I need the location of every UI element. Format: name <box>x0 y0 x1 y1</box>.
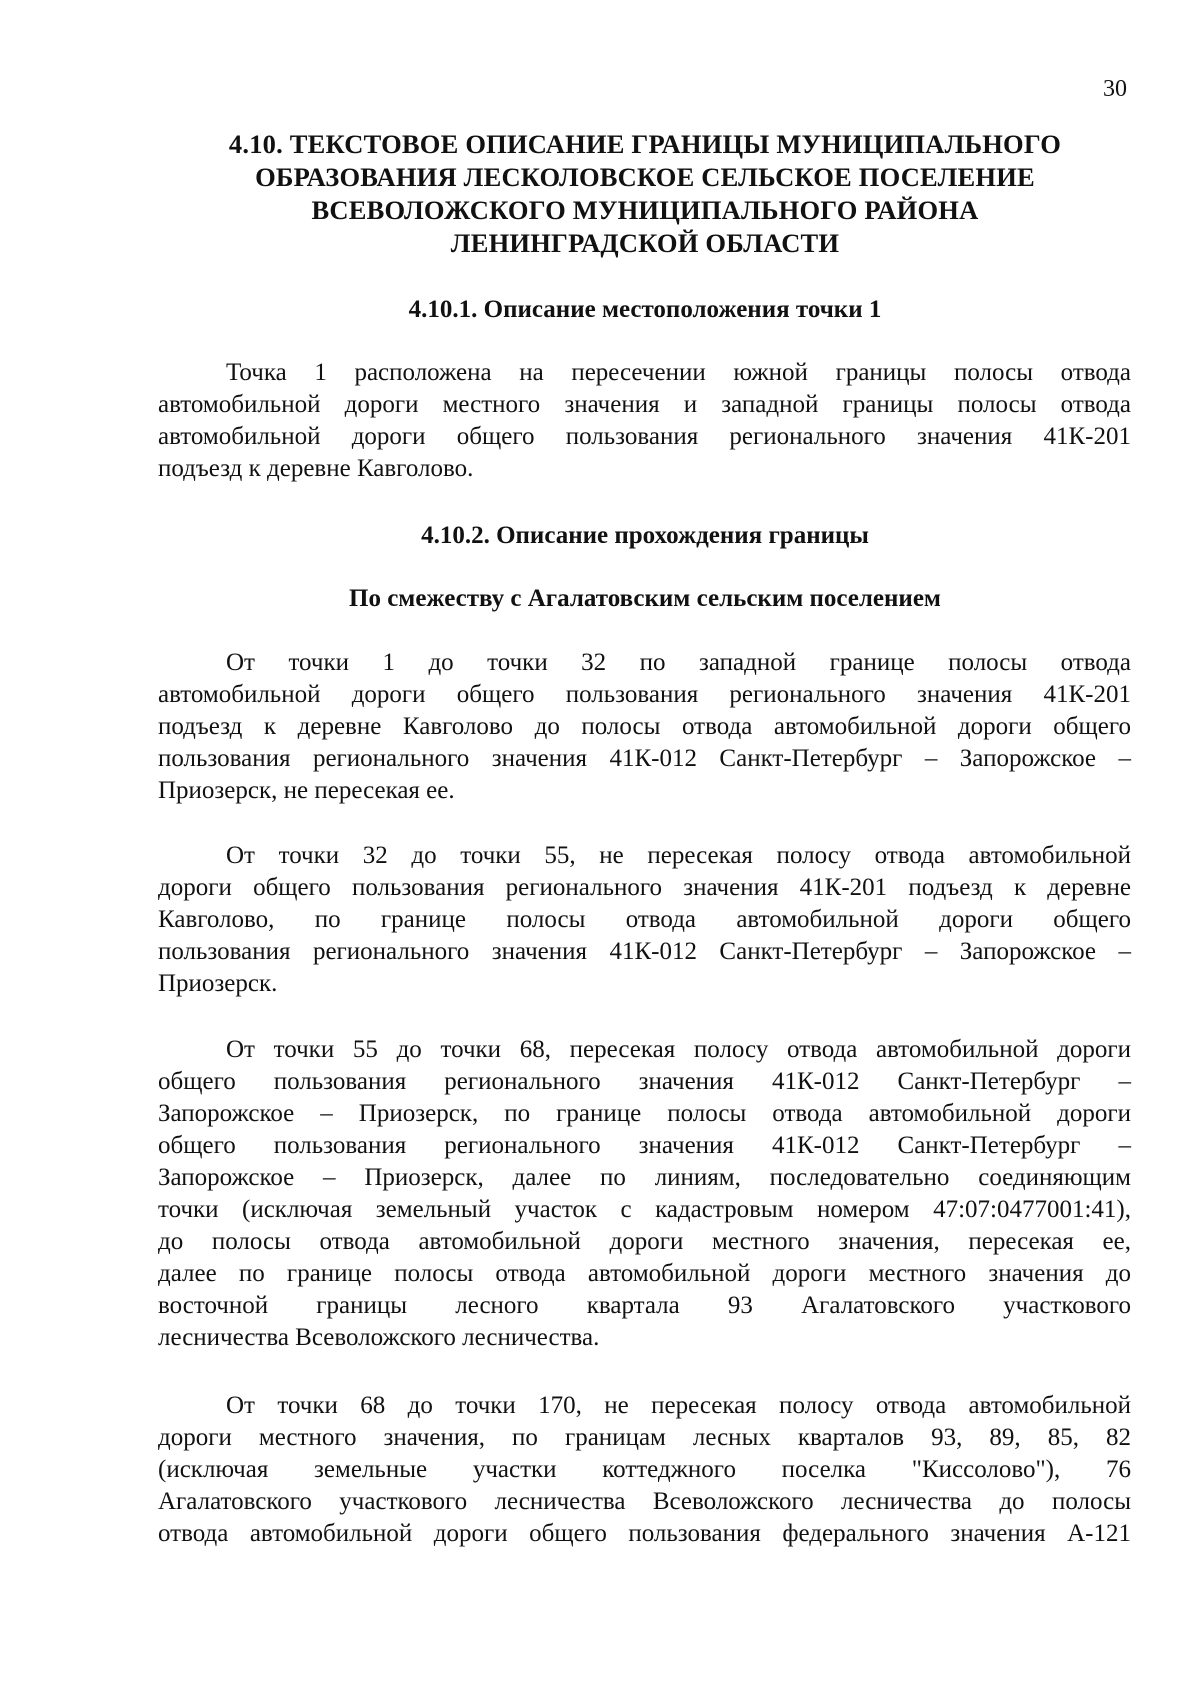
paragraph-line: автомобильной дороги общего пользования регионального значения 41К-201 <box>158 423 1131 450</box>
section-heading-boundary: 4.10.2. Описание прохождения границы <box>421 522 869 549</box>
paragraph-line: пользования регионального значения 41К-012 Санкт-Петербург – Запорожское – <box>158 745 1131 772</box>
paragraph-line: дороги общего пользования регионального значения 41К-201 подъезд к деревне <box>158 874 1131 901</box>
title-line: ВСЕВОЛОЖСКОГО МУНИЦИПАЛЬНОГО РАЙОНА <box>311 195 979 225</box>
paragraph-line: Кавголово, по границе полосы отвода автомобильной дороги общего <box>158 906 1131 933</box>
paragraph-line: общего пользования регионального значения 41К-012 Санкт-Петербург – <box>158 1068 1131 1095</box>
paragraph-line: Приозерск, не пересекая ее. <box>158 777 455 804</box>
paragraph-line: отвода автомобильной дороги общего пользования федерального значения А-121 <box>158 1520 1131 1547</box>
page-number: 30 <box>1103 76 1127 102</box>
paragraph-line: до полосы отвода автомобильной дороги местного значения, пересекая ее, <box>158 1228 1131 1255</box>
document-title <box>150 128 1140 260</box>
paragraph-points-1-32 <box>158 647 1131 807</box>
paragraph-points-32-55 <box>158 840 1131 1000</box>
paragraph-line: точки (исключая земельный участок с кадастровым номером 47:07:0477001:41), <box>158 1196 1131 1223</box>
paragraph-line: автомобильной дороги общего пользования регионального значения 41К-201 <box>158 681 1131 708</box>
paragraph-points-55-68 <box>158 1034 1131 1354</box>
paragraph-line: далее по границе полосы отвода автомобильной дороги местного значения до <box>158 1260 1131 1287</box>
paragraph-line: общего пользования регионального значения 41К-012 Санкт-Петербург – <box>158 1132 1131 1159</box>
paragraph-line: Агалатовского участкового лесничества Всеволожского лесничества до полосы <box>158 1488 1131 1515</box>
paragraph-line: Запорожское – Приозерск, далее по линиям, последовательно соединяющим <box>158 1164 1131 1191</box>
paragraph-line: дороги местного значения, по границам лесных кварталов 93, 89, 85, 82 <box>158 1424 1131 1451</box>
paragraph-line: От точки 32 до точки 55, не пересекая полосу отвода автомобильной <box>226 842 1131 869</box>
title-line: ЛЕНИНГРАДСКОЙ ОБЛАСТИ <box>450 228 840 258</box>
title-line: 4.10. ТЕКСТОВОЕ ОПИСАНИЕ ГРАНИЦЫ МУНИЦИПАЛЬНОГО <box>228 129 1062 159</box>
paragraph-line: От точки 55 до точки 68, пересекая полосу отвода автомобильной дороги <box>226 1036 1131 1063</box>
paragraph-line: Приозерск. <box>158 970 278 997</box>
paragraph-line: Запорожское – Приозерск, по границе полосы отвода автомобильной дороги <box>158 1100 1131 1127</box>
paragraph-line: От точки 68 до точки 170, не пересекая полосу отвода автомобильной <box>226 1392 1131 1419</box>
paragraph-line: лесничества Всеволожского лесничества. <box>158 1324 600 1351</box>
title-line: ОБРАЗОВАНИЯ ЛЕСКОЛОВСКОЕ СЕЛЬСКОЕ ПОСЕЛЕНИЕ <box>255 162 1035 192</box>
paragraph-line: подъезд к деревне Кавголово до полосы отвода автомобильной дороги общего <box>158 713 1131 740</box>
paragraph-line: пользования регионального значения 41К-012 Санкт-Петербург – Запорожское – <box>158 938 1131 965</box>
paragraph-line: восточной границы лесного квартала 93 Агалатовского участкового <box>158 1292 1131 1319</box>
paragraph-line: Точка 1 расположена на пересечении южной границы полосы отвода <box>226 359 1131 386</box>
paragraph-point-1-location <box>158 357 1131 485</box>
paragraph-line: автомобильной дороги местного значения и западной границы полосы отвода <box>158 391 1131 418</box>
paragraph-line: От точки 1 до точки 32 по западной границе полосы отвода <box>226 649 1131 676</box>
paragraph-points-68-170 <box>158 1390 1131 1550</box>
paragraph-line: подъезд к деревне Кавголово. <box>158 455 474 482</box>
section-heading-point-1: 4.10.1. Описание местоположения точки 1 <box>408 296 882 323</box>
subheading-adjacency: По смежеству с Агалатовским сельским поселением <box>349 585 941 612</box>
paragraph-line: (исключая земельные участки коттеджного поселка "Киссолово"), 76 <box>158 1456 1131 1483</box>
